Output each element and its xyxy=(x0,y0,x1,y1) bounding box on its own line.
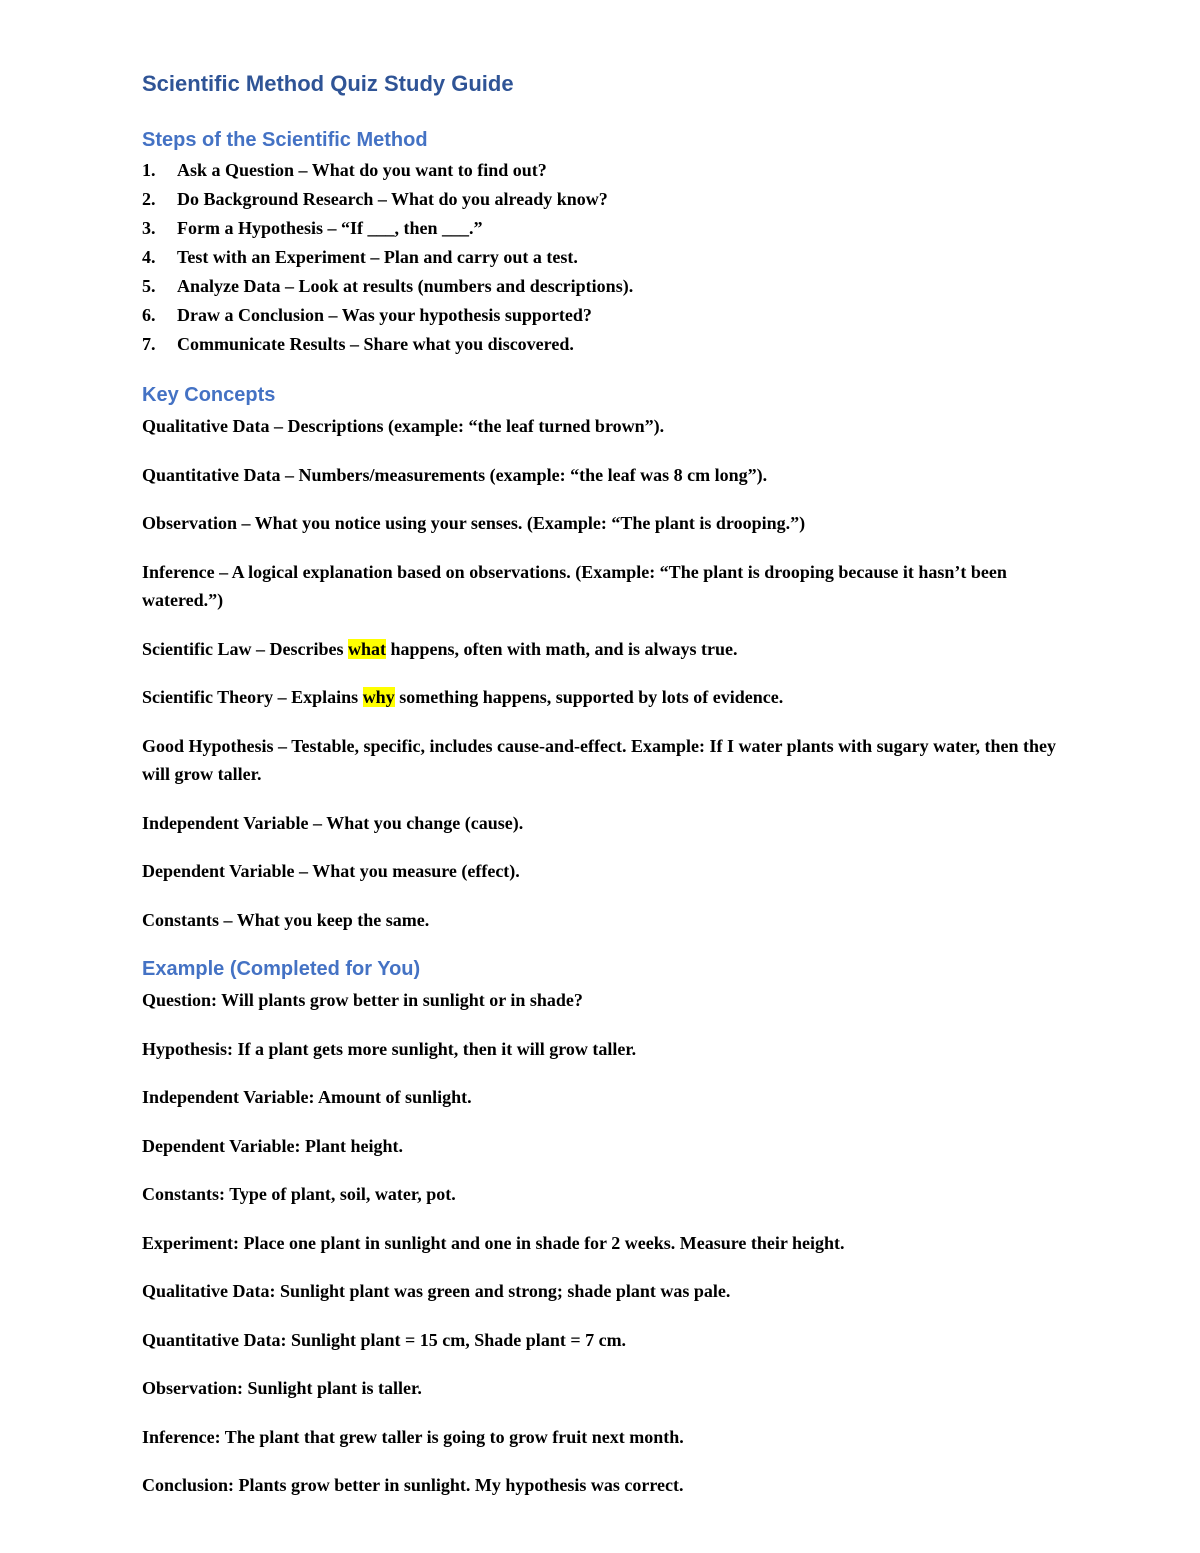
example-inference: Inference: The plant that grew taller is going to grow fruit next month. xyxy=(142,1426,684,1447)
theory-highlight: why xyxy=(362,687,395,707)
document-title: Scientific Method Quiz Study Guide xyxy=(142,71,514,96)
example-quantitative-data: Quantitative Data: Sunlight plant = 15 cm, Shade plant = 7 cm. xyxy=(142,1329,627,1350)
step-item xyxy=(142,185,1082,214)
step-text: Ask a Question – What do you want to find out? xyxy=(177,160,547,180)
document-page xyxy=(142,66,1082,1500)
independent-variable-definition: Independent Variable – What you change (cause). xyxy=(142,812,524,833)
example-qualitative-data: Qualitative Data: Sunlight plant was green and strong; shade plant was pale. xyxy=(142,1281,731,1301)
observation-definition: Observation – What you notice using your senses. (Example: “The plant is drooping.”) xyxy=(142,513,806,533)
example-dependent-variable: Dependent Variable: Plant height. xyxy=(142,1135,404,1156)
scientific-theory-definition xyxy=(142,683,1082,712)
law-text-before: Scientific Law – Describes xyxy=(142,638,348,659)
example-heading: Example (Completed for You) xyxy=(142,958,421,980)
example-independent-variable: Independent Variable: Amount of sunlight. xyxy=(142,1087,472,1107)
inference-definition: Inference – A logical explanation based on observations. (Example: “The plant is drooping because it hasn’t been watered.”) xyxy=(142,561,1007,610)
step-text: Test with an Experiment – Plan and carry out a test. xyxy=(177,247,578,267)
step-text: Form a Hypothesis – “If ___, then ___.” xyxy=(177,218,483,238)
dependent-variable-definition: Dependent Variable – What you measure (effect). xyxy=(142,861,520,881)
scientific-law-definition xyxy=(142,635,1082,664)
step-number: 2. xyxy=(142,189,156,209)
step-number: 6. xyxy=(142,305,156,325)
step-text: Communicate Results – Share what you discovered. xyxy=(177,334,574,354)
key-concepts-heading: Key Concepts xyxy=(142,384,276,406)
step-item xyxy=(142,156,1082,185)
step-number: 1. xyxy=(142,160,156,180)
example-constants: Constants: Type of plant, soil, water, pot. xyxy=(142,1184,456,1204)
quantitative-data-definition: Quantitative Data – Numbers/measurements (example: “the leaf was 8 cm long”). xyxy=(142,464,768,485)
law-highlight: what xyxy=(347,638,386,659)
step-item xyxy=(142,243,1082,272)
step-number: 4. xyxy=(142,247,156,267)
example-experiment: Experiment: Place one plant in sunlight and one in shade for 2 weeks. Measure their height. xyxy=(142,1232,845,1253)
example-observation: Observation: Sunlight plant is taller. xyxy=(142,1378,422,1398)
example-hypothesis: Hypothesis: If a plant gets more sunlight, then it will grow taller. xyxy=(142,1038,637,1059)
step-number: 3. xyxy=(142,218,156,238)
steps-heading: Steps of the Scientific Method xyxy=(142,129,428,151)
law-text-after: happens, often with math, and is always true. xyxy=(385,638,738,659)
good-hypothesis-definition: Good Hypothesis – Testable, specific, includes cause-and-effect. Example: If I water plants with sugary water, then they will grow taller. xyxy=(142,735,1056,784)
step-text: Draw a Conclusion – Was your hypothesis supported? xyxy=(177,305,592,325)
theory-text-after: something happens, supported by lots of evidence. xyxy=(394,687,784,707)
qualitative-data-definition: Qualitative Data – Descriptions (example: “the leaf turned brown”). xyxy=(142,416,665,436)
step-number: 5. xyxy=(142,276,156,296)
step-item xyxy=(142,272,1082,301)
example-question: Question: Will plants grow better in sunlight or in shade? xyxy=(142,990,583,1010)
constants-definition: Constants – What you keep the same. xyxy=(142,909,430,930)
step-item xyxy=(142,330,1082,359)
step-text: Analyze Data – Look at results (numbers and descriptions). xyxy=(177,276,634,296)
step-item xyxy=(142,214,1082,243)
theory-text-before: Scientific Theory – Explains xyxy=(142,687,363,707)
step-text: Do Background Research – What do you already know? xyxy=(177,189,608,209)
step-item xyxy=(142,301,1082,330)
step-number: 7. xyxy=(142,334,156,354)
steps-list xyxy=(142,156,1082,359)
example-conclusion: Conclusion: Plants grow better in sunlight. My hypothesis was correct. xyxy=(142,1475,684,1495)
